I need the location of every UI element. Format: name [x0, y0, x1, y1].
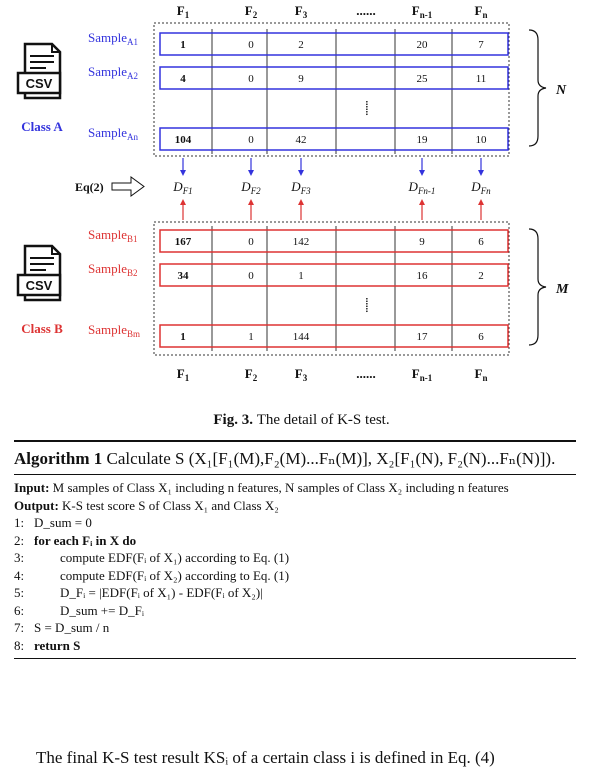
class-b-cell: 1 [248, 331, 254, 343]
algorithm-line-text: for each Fᵢ in X do [34, 532, 137, 548]
class-b-vertical-ellipsis: ...... [363, 297, 374, 313]
class-b-sample-label: Sample$_{Bm}$ [88, 322, 141, 339]
algorithm-line-6 [14, 602, 576, 620]
top-header-3: $F_3$ [294, 3, 308, 20]
algorithm-line-number: 3: [14, 550, 25, 565]
class-b-block [88, 222, 509, 355]
algorithm-line-number: 5: [14, 585, 25, 600]
class-b-cell: 0 [248, 270, 254, 282]
algorithm-line-text: D_sum += D_Fᵢ [60, 602, 144, 618]
arrowhead-down-icon [478, 170, 484, 176]
class-a-sample-label: Sample$_{An}$ [88, 125, 138, 142]
class-a-cell: 0 [248, 134, 254, 146]
group-n-label: N [556, 83, 567, 98]
bottom-feature-headers [177, 366, 488, 383]
algorithm-line-text: S = D_sum / n [34, 620, 110, 635]
algorithm-line-7 [14, 619, 576, 637]
bottom-header-5: $F_{n-1}$ [411, 366, 433, 383]
algorithm-lines [14, 514, 576, 654]
class-a-sample-labels [88, 30, 138, 142]
algorithm-body [14, 475, 576, 658]
bottom-header-3: $F_3$ [294, 366, 308, 383]
figure-caption [0, 412, 603, 429]
class-a-cell: 1 [180, 39, 186, 51]
algorithm-line-3 [14, 549, 576, 567]
d-label-1: $D_{F1}$ [173, 179, 193, 196]
arrowhead-down-icon [298, 170, 304, 176]
class-b-label: Class B [21, 321, 63, 336]
class-b-cell: 6 [478, 331, 484, 343]
class-b-cell: 1 [298, 270, 304, 282]
class-b-cell: 16 [416, 270, 428, 282]
input-text: M samples of Class X₁ including n features, N samples of Class X₂ including n features [52, 480, 509, 495]
algorithm-label: Algorithm 1 [14, 449, 103, 468]
class-b-rows [160, 226, 508, 351]
algorithm-input [14, 479, 576, 497]
csv-icon-class-b [18, 246, 60, 300]
arrowhead-up-icon [248, 199, 254, 205]
algorithm-line-number: 7: [14, 620, 25, 635]
algorithm-line-text: D_sum = 0 [34, 515, 92, 530]
group-m-label: M [556, 282, 569, 297]
arrowhead-down-icon [248, 170, 254, 176]
algorithm-line-text: compute EDF(Fᵢ of X₂) according to Eq. (1) [60, 567, 290, 583]
class-b-cell: 6 [478, 236, 484, 248]
algorithm-line-1 [14, 514, 576, 532]
arrowhead-up-icon [478, 199, 484, 205]
class-a-vertical-ellipsis: ...... [363, 100, 374, 116]
algorithm-line-number: 6: [14, 602, 25, 618]
csv-icon-class-a [18, 44, 60, 98]
algorithm-line-text: compute EDF(Fᵢ of X₁) according to Eq. (1) [60, 550, 290, 565]
algorithm-line-number: 1: [14, 515, 25, 530]
class-b-sample-labels [88, 227, 140, 339]
algorithm-line-number: 4: [14, 567, 25, 583]
input-label: Input: [14, 480, 50, 495]
arrowhead-down-icon [419, 170, 425, 176]
arrowhead-up-icon [419, 199, 425, 205]
top-header-4: ...... [356, 3, 376, 18]
output-text: K-S test score S of Class X₁ and Class X₂ [62, 497, 279, 513]
algorithm-output [14, 497, 576, 515]
top-header-2: $F_2$ [244, 3, 258, 20]
algorithm-title-text: Calculate S (X₁[F₁(M),F₂(M)...Fₙ(M)], X₂[F₁(N), F₂(N)...Fₙ(N)]). [106, 449, 556, 468]
class-a-sample-label: Sample$_{A2}$ [88, 64, 138, 81]
eq2-arrow-icon [112, 177, 144, 196]
algorithm-line-number: 2: [14, 532, 25, 548]
d-label-4: $D_{Fn-1}$ [408, 179, 436, 196]
output-label: Output: [14, 497, 59, 513]
class-a-cell: 0 [248, 73, 254, 85]
csv-icon-a-text: CSV [25, 76, 53, 91]
top-header-5: $F_{n-1}$ [411, 3, 433, 20]
class-b-sample-label: Sample$_{B2}$ [88, 261, 138, 278]
bottom-header-2: $F_2$ [244, 366, 258, 383]
class-a-cell: 0 [248, 39, 254, 51]
algorithm-line-5 [14, 584, 576, 602]
class-b-cell: 34 [177, 270, 189, 282]
bottom-header-4: ...... [356, 366, 376, 381]
brace-n [529, 30, 546, 146]
top-header-1: $F_1$ [176, 3, 190, 20]
class-a-cell: 20 [416, 39, 428, 51]
class-a-label: Class A [21, 119, 63, 134]
class-a-cell: 11 [475, 73, 487, 85]
d-label-5: $D_{Fn}$ [471, 179, 491, 196]
d-label-2: $D_{F2}$ [241, 179, 261, 196]
class-b-cell: 9 [419, 236, 425, 248]
algorithm-line-number: 8: [14, 637, 25, 653]
class-b-cell: 144 [292, 331, 310, 343]
class-b-cell: 1 [180, 331, 186, 343]
class-a-cell: 4 [180, 73, 186, 85]
class-a-cell: 2 [298, 39, 304, 51]
arrowhead-up-icon [180, 199, 186, 205]
eq2-label: Eq(2) [75, 180, 104, 194]
top-header-6: $F_n$ [474, 3, 488, 20]
top-feature-headers [177, 3, 488, 20]
body-text-line: The final K-S test result KSᵢ of a certain class i is defined in Eq. (4) [36, 748, 495, 767]
class-a-rows [160, 29, 508, 154]
algorithm-line-4 [14, 567, 576, 585]
class-a-cell: 19 [416, 134, 428, 146]
class-a-block [88, 23, 509, 156]
class-a-cell: 10 [475, 134, 487, 146]
bottom-header-6: $F_n$ [474, 366, 488, 383]
d-statistic-labels [172, 158, 491, 220]
class-a-cell: 9 [298, 73, 304, 85]
class-b-sample-label: Sample$_{B1}$ [88, 227, 138, 244]
algorithm-bottom-rule [14, 658, 576, 659]
algorithm-line-text: D_Fᵢ = |EDF(Fᵢ of X₁) - EDF(Fᵢ of X₂)| [60, 585, 263, 600]
brace-m [529, 229, 546, 345]
class-a-cell: 42 [295, 134, 307, 146]
algorithm-line-8 [14, 637, 576, 655]
algorithm-line-2 [14, 532, 576, 550]
caption-label: Fig. 3. [213, 412, 253, 428]
class-b-cell: 142 [292, 236, 310, 248]
class-a-sample-label: Sample$_{A1}$ [88, 30, 138, 47]
bottom-header-1: $F_1$ [176, 366, 190, 383]
class-b-cell: 17 [416, 331, 428, 343]
csv-icon-b-text: CSV [25, 278, 53, 293]
caption-text: The detail of K-S test. [256, 412, 390, 428]
arrowhead-down-icon [180, 170, 186, 176]
arrowhead-up-icon [298, 199, 304, 205]
class-b-cell: 2 [478, 270, 484, 282]
class-a-cell: 7 [478, 39, 484, 51]
algorithm-box [14, 440, 576, 659]
class-b-dashed-border [154, 222, 509, 355]
class-a-cell: 25 [416, 73, 428, 85]
d-label-3: $D_{F3}$ [291, 179, 311, 196]
class-b-cell: 167 [174, 236, 192, 248]
algorithm-title [14, 442, 576, 474]
class-a-cell: 104 [174, 134, 192, 146]
algorithm-line-text: return S [34, 637, 81, 653]
class-b-cell: 0 [248, 236, 254, 248]
